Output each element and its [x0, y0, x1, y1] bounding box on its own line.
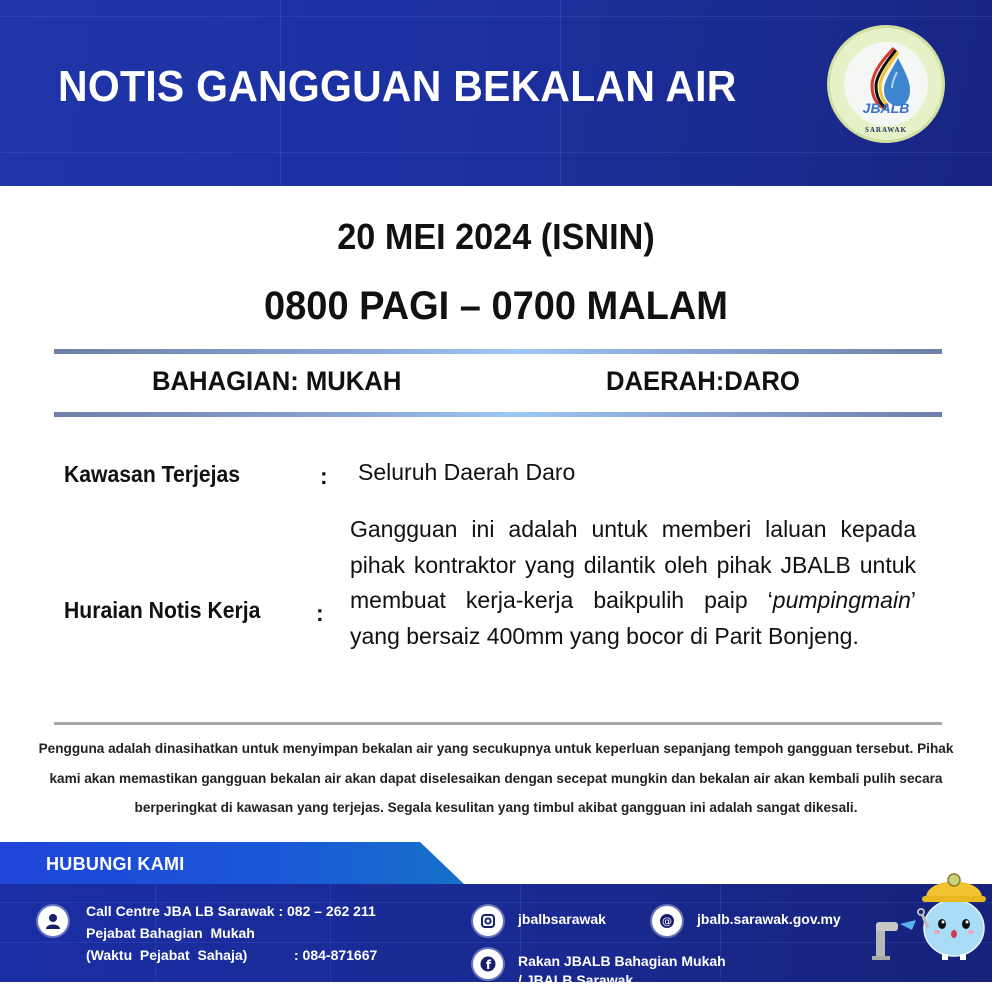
person-icon: [38, 906, 68, 936]
work-description-italic: pumpingmain: [772, 587, 911, 613]
facebook-icon[interactable]: [473, 949, 503, 979]
contact-heading: HUBUNGI KAMI: [46, 854, 185, 874]
work-description-value: [350, 512, 916, 654]
work-description-text: Gangguan ini adalah untuk memberi laluan kepada pihak kontraktor yang dilantik oleh pihak JBALB untuk membuat kerja-kerja baikpulih paip ‘: [350, 516, 916, 613]
affected-area-colon: :: [320, 463, 328, 489]
facebook-page-line1[interactable]: Rakan JBALB Bahagian Mukah: [518, 953, 726, 969]
daerah-label: DAERAH:DARO: [606, 366, 800, 396]
svg-text:f: f: [485, 958, 492, 972]
work-description-label: Huraian Notis Kerja: [64, 597, 261, 623]
jbalb-logo: [830, 28, 942, 140]
work-description-colon: :: [316, 600, 324, 626]
svg-text:@: @: [662, 916, 672, 928]
logo-brand-text: JBALB: [862, 100, 910, 116]
decor-line: [0, 942, 992, 943]
divider-grey: [54, 722, 942, 725]
page-title: NOTIS GANGGUAN BEKALAN AIR: [58, 62, 737, 111]
instagram-icon[interactable]: [473, 906, 503, 936]
instagram-handle[interactable]: jbalbsarawak: [518, 911, 606, 927]
office-phone-text: : 084-871667: [294, 947, 378, 963]
divider-top: [54, 349, 942, 354]
facebook-page-line2[interactable]: / JBALB Sarawak: [518, 972, 634, 988]
office-name-text: Pejabat Bahagian Mukah: [86, 925, 255, 941]
decor-line: [0, 16, 992, 17]
bahagian-label: BAHAGIAN: MUKAH: [152, 366, 402, 396]
header-banner: [0, 0, 992, 186]
work-description-text-end: ’ yang bersaiz 400mm yang bocor di Parit Bonjeng.: [350, 587, 916, 649]
notice-date: 20 MEI 2024 (ISNIN): [337, 216, 655, 257]
water-drop-mascot-icon: [866, 858, 986, 968]
logo-region-text: SARAWAK: [864, 126, 907, 134]
call-centre-text: Call Centre JBA LB Sarawak : 082 – 262 211: [86, 903, 376, 919]
notice-time: 0800 PAGI – 0700 MALAM: [264, 284, 728, 328]
website-icon[interactable]: [652, 906, 682, 936]
decor-line: [330, 884, 331, 982]
advice-paragraph: Pengguna adalah dinasihatkan untuk menyimpan bekalan air yang secukupnya untuk keperluan sepanjang tempoh gangguan tersebut. Pihak kami akan memastikan gangguan bekalan air akan dapat diselesaikan dengan secepat mungkin dan bekalan air akan kembali pulih secara berperingkat di kawasan yang terjejas. Segala kesulitan yang timbul akibat gangguan ini adalah sangat dikesali.: [38, 741, 954, 815]
affected-area-value: Seluruh Daerah Daro: [358, 459, 576, 485]
divider-bottom: [54, 412, 942, 417]
decor-line: [0, 152, 992, 153]
affected-area-label: Kawasan Terjejas: [64, 461, 241, 487]
website-link[interactable]: jbalb.sarawak.gov.my: [697, 911, 841, 927]
office-hours-text: (Waktu Pejabat Sahaja): [86, 947, 248, 963]
